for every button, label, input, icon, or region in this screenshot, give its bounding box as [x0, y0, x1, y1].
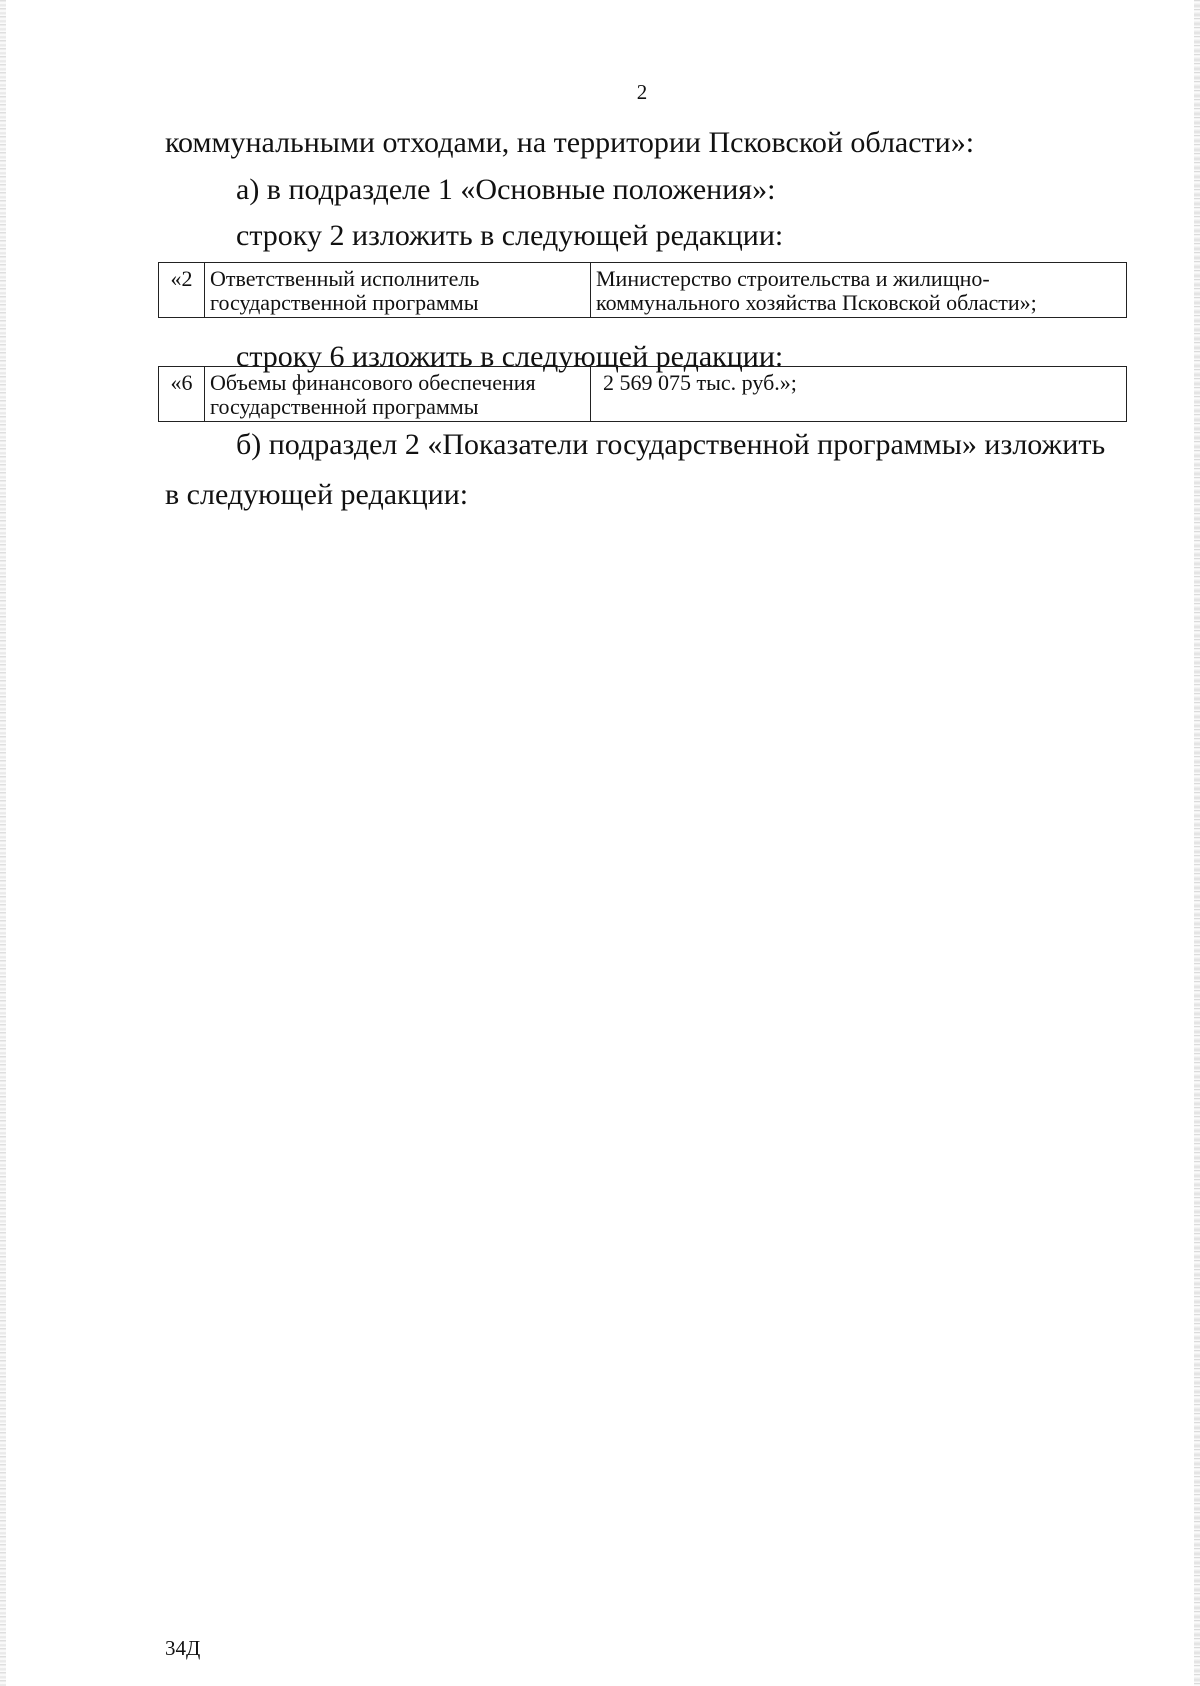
row-value-cell: [591, 367, 1127, 422]
paragraph-continuation: коммунальными отходами, на территории Псковской области»:: [165, 126, 975, 159]
row-label-line: Объемы финансового обеспечения: [210, 370, 536, 395]
row-value-line: Министерство строительства и жилищно-: [596, 266, 990, 291]
row-label-line: Ответственный исполнитель: [210, 266, 480, 291]
row-value-line: 2 569 075 тыс. руб.»;: [603, 370, 797, 395]
row-label-cell: [205, 263, 591, 318]
paragraph-row6-instruction: строку 6 изложить в следующей редакции:: [236, 340, 784, 373]
row-label-cell: [205, 367, 591, 422]
paragraph-item-b-continuation: в следующей редакции:: [165, 478, 469, 511]
scan-edge-right: [1194, 0, 1200, 1686]
row-label-line: государственной программы: [210, 290, 479, 315]
footer-document-code: 34Д: [165, 1636, 201, 1660]
row-value-line: коммунального хозяйства Псковской области»;: [596, 290, 1037, 315]
row-number-cell: «6: [159, 367, 205, 422]
row-label-line: государственной программы: [210, 394, 479, 419]
scan-edge-left: [0, 0, 6, 1686]
amendment-table-row6: [158, 366, 1127, 422]
table-row: [159, 367, 1127, 422]
paragraph-row2-instruction: строку 2 изложить в следующей редакции:: [236, 219, 784, 252]
table-row: [159, 263, 1127, 318]
row-number-cell: «2: [159, 263, 205, 318]
paragraph-item-b: б) подраздел 2 «Показатели государственной программы» изложить: [236, 428, 1106, 461]
page-number: 2: [636, 80, 648, 104]
row-value-cell: [591, 263, 1127, 318]
paragraph-item-a: а) в подразделе 1 «Основные положения»:: [236, 173, 776, 206]
amendment-table-row2: [158, 262, 1127, 318]
